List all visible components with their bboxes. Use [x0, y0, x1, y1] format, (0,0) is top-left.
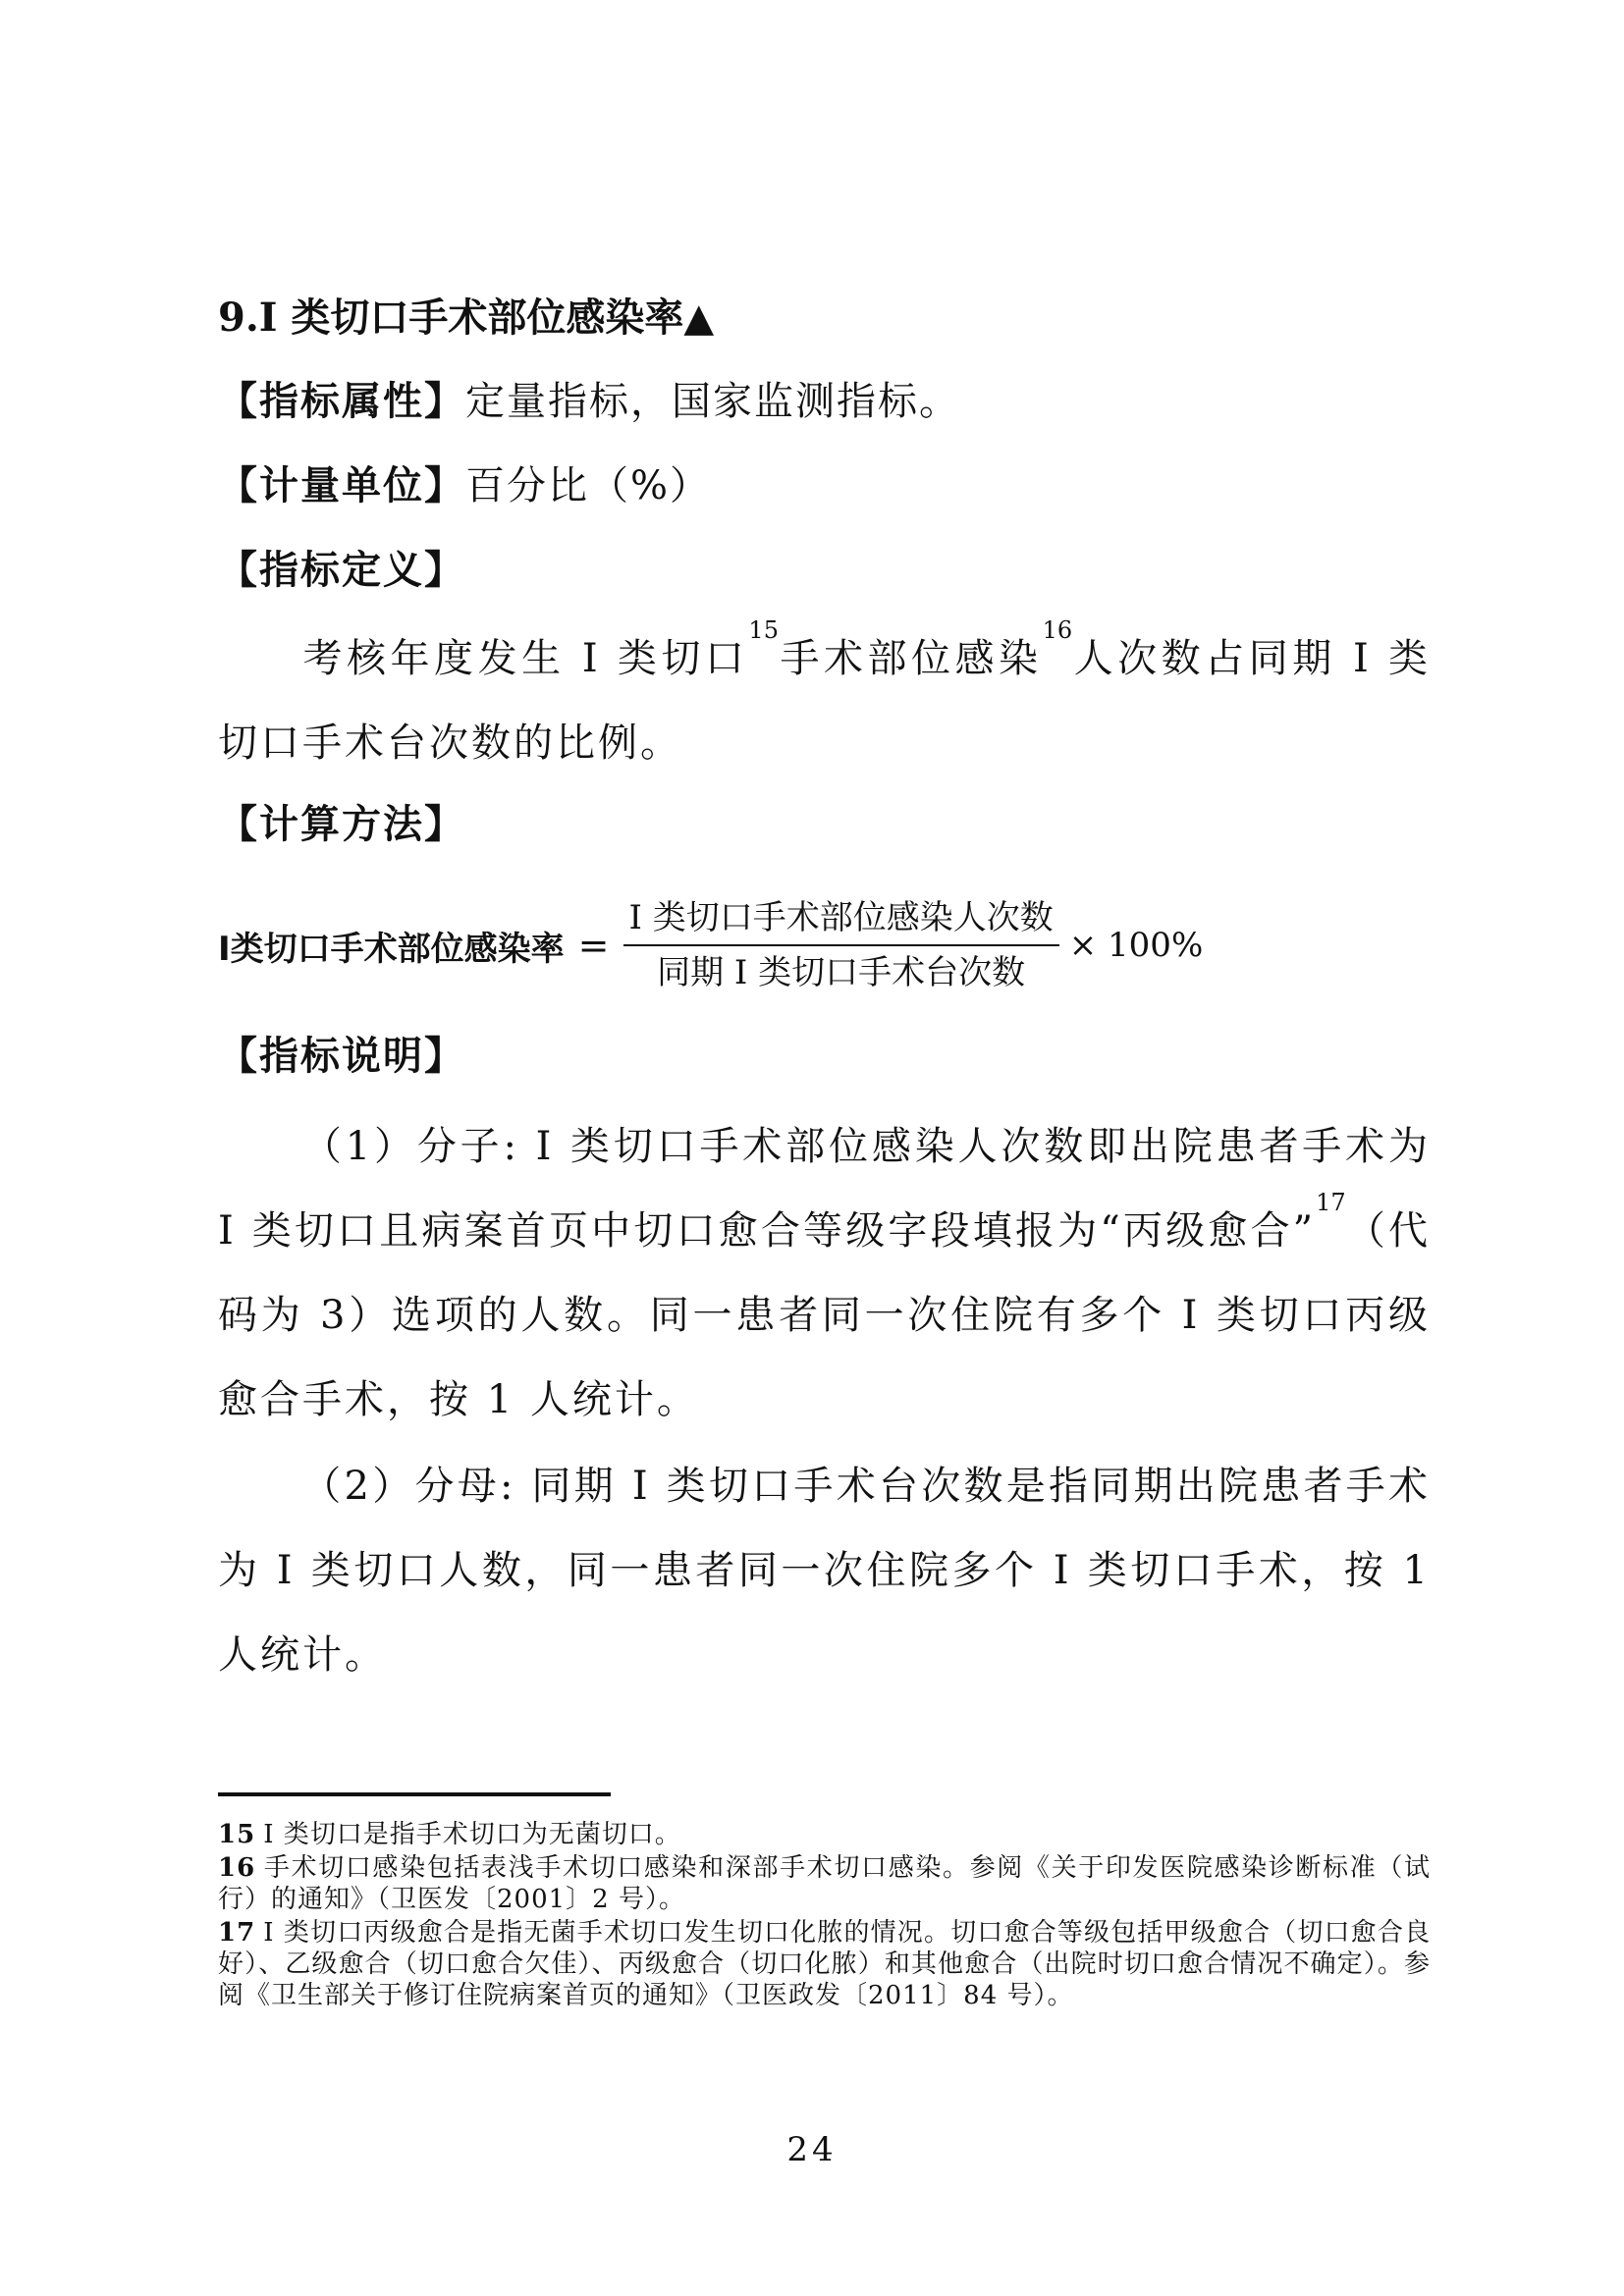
footnote-number: 15 — [218, 1820, 256, 1849]
definition-paragraph — [218, 616, 1431, 785]
attribute-line — [218, 374, 960, 429]
unit-label: 【计量单位】 — [218, 462, 465, 508]
formula-equals: = — [577, 924, 610, 967]
footnote-ref-15: 15 — [748, 616, 779, 644]
footnotes — [218, 1819, 1431, 2013]
denominator-note-text: （2）分母: 同期 I 类切口手术台次数是指同期出院患者手术为 I 类切口人数，同一患者同一次住院多个 I 类切口手术，按 1 人统计。 — [218, 1464, 1431, 1678]
footnote-text: I 类切口是指手术切口为无菌切口。 — [263, 1820, 681, 1849]
formula-multiplier: × 100% — [1068, 926, 1204, 965]
method-label: 【计算方法】 — [218, 801, 465, 847]
unit-line — [218, 458, 711, 513]
denominator-note — [218, 1444, 1431, 1697]
footnote-16 — [218, 1852, 1431, 1915]
numerator-note-text-a: （1）分子: I 类切口手术部位感染人次数即出院患者手术为 I 类切口且病案首页中切口愈合等级字段填报为“丙级愈合” — [218, 1124, 1431, 1254]
formula-numerator: I 类切口手术部位感染人次数 — [628, 898, 1054, 937]
formula-lhs: I类切口手术部位感染率 — [218, 929, 565, 969]
notes-label-line — [218, 1029, 465, 1084]
footnote-15 — [218, 1819, 1431, 1850]
definition-text-b: 手术部位感染 — [778, 636, 1043, 681]
footnote-ref-17: 17 — [1316, 1189, 1346, 1216]
attribute-label: 【指标属性】 — [218, 378, 465, 424]
formula-fraction — [623, 895, 1059, 995]
footnote-text: I 类切口丙级愈合是指无菌手术切口发生切口化脓的情况。切口愈合等级包括甲级愈合（切口愈合良好）、乙级愈合（切口愈合欠佳）、丙级愈合（切口化脓）和其他愈合（出院时切口愈合情况不确定）。参阅《卫生部关于修订住院病案首页的通知》（卫医政发〔2011〕84 号）。 — [218, 1918, 1431, 2010]
definition-label: 【指标定义】 — [218, 547, 465, 593]
page-number: 24 — [786, 2130, 838, 2169]
attribute-value: 定量指标，国家监测指标。 — [465, 379, 960, 424]
numerator-note — [218, 1104, 1431, 1442]
footnote-divider — [218, 1792, 611, 1796]
footnote-number: 16 — [218, 1853, 256, 1883]
method-label-line — [218, 797, 465, 852]
notes-label: 【指标说明】 — [218, 1033, 465, 1079]
definition-text-a: 考核年度发生 I 类切口 — [301, 636, 749, 681]
fraction-bar — [623, 944, 1059, 946]
unit-value: 百分比（%） — [465, 463, 712, 508]
formula-denominator: 同期 I 类切口手术台次数 — [657, 953, 1026, 992]
definition-label-line — [218, 543, 465, 598]
footnote-number: 17 — [218, 1918, 256, 1948]
footnote-ref-16: 16 — [1042, 616, 1073, 644]
rate-formula — [218, 891, 1203, 999]
numerator-note-text-b: （代码为 3）选项的人数。同一患者同一次住院有多个 I 类切口丙级愈合手术，按 1 人统计。 — [218, 1208, 1431, 1422]
footnote-text: 手术切口感染包括表浅手术切口感染和深部手术切口感染。参阅《关于印发医院感染诊断标准（试行）的通知》（卫医发〔2001〕2 号）。 — [218, 1853, 1431, 1914]
section-title: 9.I 类切口手术部位感染率▲ — [218, 294, 715, 341]
definition-text-c: 人次数占同期 I 类切口手术台次数的比例。 — [218, 636, 1431, 766]
footnote-17 — [218, 1917, 1431, 2011]
